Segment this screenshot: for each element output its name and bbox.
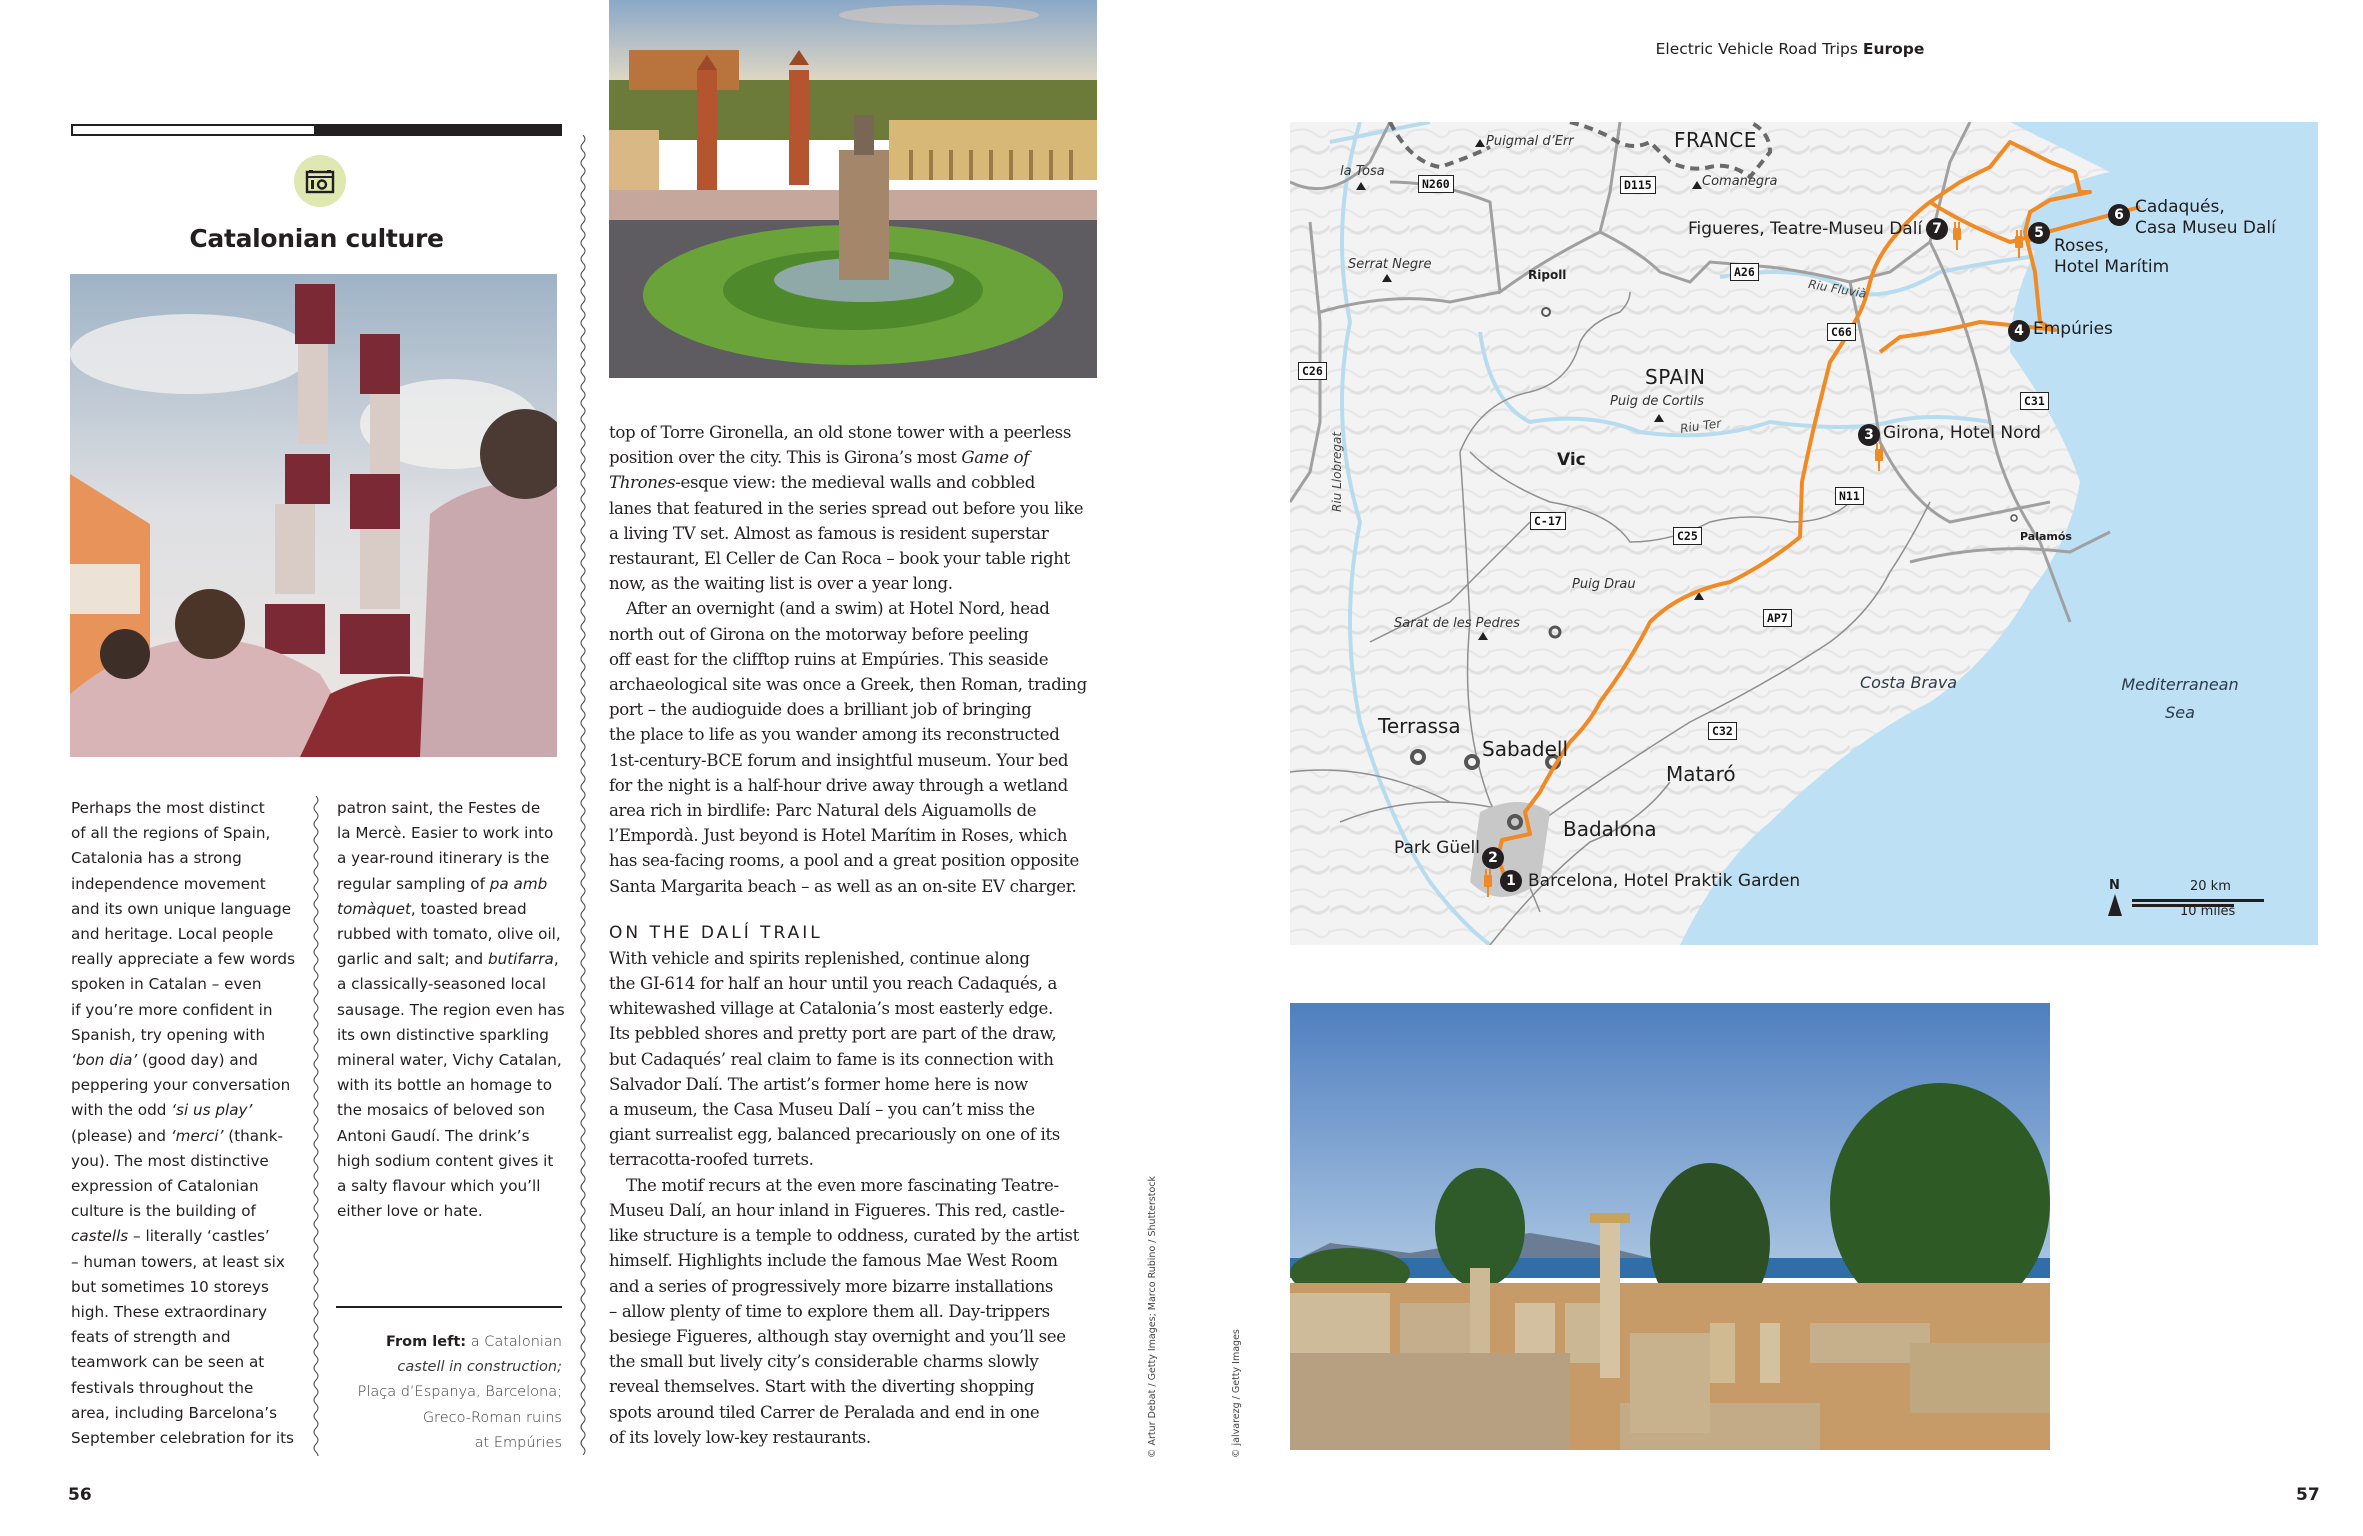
text-line: culture is the building of [71, 1202, 256, 1221]
article-body [609, 420, 1099, 1450]
wavy-column-divider [311, 796, 321, 1456]
route-map [1290, 122, 2318, 945]
stop-label-2: Park Güell [1394, 838, 1480, 858]
text-line: Its pebbled shores and pretty port are part of the draw, [609, 1024, 1057, 1044]
road-badge: N260 [1418, 175, 1454, 193]
photo-credit-2: © jalvarezg / Getty Images [1231, 1329, 1242, 1458]
sea-label-line1: Mediterranean [2121, 675, 2239, 694]
text-line: for the night is a half-hour drive away through a wetland [609, 775, 1068, 795]
text-segment: -esque view: the medieval walls and cobbled [675, 473, 1035, 493]
text-line: with its bottle an homage to [337, 1076, 553, 1095]
italic-phrase: ‘bon dia’ [71, 1051, 138, 1070]
text-line: archaeological site was once a Greek, then Roman, trading [609, 675, 1087, 695]
map-label-city: Mataró [1666, 762, 1736, 786]
scale-km: 20 km [2190, 879, 2231, 894]
running-head-title: Electric Vehicle Road Trips [1655, 40, 1858, 58]
photo-caption [336, 1306, 562, 1456]
section-subheading: ON THE DALÍ TRAIL [609, 922, 823, 943]
section-rule-black [316, 124, 562, 136]
text-line: Museu Dalí, an hour inland in Figueres. This red, castle- [609, 1200, 1065, 1220]
road-badge: C66 [1827, 323, 1856, 341]
caption-line: Plaça d’Espanya, Barcelona; [357, 1384, 562, 1401]
text-line: like structure is a temple to oddness, curated by the artist [609, 1226, 1079, 1246]
road-badge: AP7 [1763, 609, 1792, 627]
empuries-ruins-photo [1290, 1003, 2050, 1450]
text-line: Perhaps the most distinct [71, 799, 265, 817]
ev-charger-icon [1951, 222, 1963, 250]
text-line: has sea-facing rooms, a pool and a great position opposite [609, 851, 1079, 871]
italic-phrase: pa amb [489, 874, 548, 893]
text-line: off east for the clifftop ruins at Empúries. This seaside [609, 649, 1049, 669]
road-badge: C32 [1708, 722, 1737, 740]
text-segment: , [553, 950, 559, 969]
text-line: but Cadaqués’ real claim to fame is its connection with [609, 1049, 1054, 1069]
text-line: top of Torre Gironella, an old stone tower with a peerless [609, 423, 1071, 442]
text-line: sausage. The region even has [337, 1000, 565, 1019]
text-segment: (good day) and [137, 1051, 258, 1070]
map-label-peak: Comanegra [1702, 174, 1778, 189]
caption-line: Greco-Roman ruins [422, 1409, 562, 1426]
text-line: September celebration for its [71, 1429, 294, 1448]
ev-charger-icon [1482, 869, 1494, 897]
text-line: 1st-century-BCE forum and insightful museum. Your bed [609, 750, 1069, 770]
wavy-column-divider [578, 135, 588, 1455]
map-label-peak: Serrat Negre [1348, 257, 1432, 272]
ev-charger-icon [2013, 230, 2025, 258]
text-line: a classically-seasoned local [337, 975, 546, 994]
stop-marker-7[interactable]: 7 [1926, 218, 1948, 240]
text-line: spots around tiled Carrer de Peralada and end in one [609, 1402, 1040, 1422]
text-line: you). The most distinctive [71, 1151, 269, 1170]
scale-miles: 10 miles [2180, 904, 2236, 919]
text-line [337, 872, 567, 897]
text-line: la Mercè. Easier to work into [337, 824, 554, 843]
italic-phrase: Game of [961, 448, 1030, 468]
map-label-river: Riu Llobregat [1330, 431, 1344, 512]
text-line: l’Empordà. Just beyond is Hotel Marítim in Roses, which [609, 826, 1068, 846]
map-label-city: Sabadell [1482, 737, 1569, 761]
text-line: The motif recurs at the even more fascinating Teatre- [626, 1175, 1059, 1195]
map-label-peak: Puig de Cortils [1610, 394, 1704, 409]
map-label-peak: Puigmal d’Err [1486, 134, 1574, 149]
text-line: the place to life as you wander among its reconstructed [609, 725, 1060, 745]
text-line: a museum, the Casa Museu Dalí – you can’t miss the [609, 1100, 1035, 1120]
map-label-costa-brava: Costa Brava [1860, 673, 1958, 692]
text-line: area rich in birdlife: Parc Natural dels Aiguamolls de [609, 801, 1037, 821]
text-line: Spanish, try opening with [71, 1025, 266, 1044]
page-number-right: 57 [2296, 1485, 2320, 1505]
text-line: and heritage. Local people [71, 925, 274, 944]
text-line [609, 445, 1099, 470]
text-line: either love or hate. [337, 1202, 483, 1221]
stop-marker-6[interactable]: 6 [2108, 204, 2130, 226]
stop-label-4: Empúries [2033, 319, 2113, 339]
text-line: spoken in Catalan – even [71, 975, 262, 994]
text-line [71, 1098, 301, 1123]
stop-marker-5[interactable]: 5 [2028, 222, 2050, 244]
map-label-city: Badalona [1563, 817, 1657, 841]
text-line: Santa Margarita beach – as well as an on-site EV charger. [609, 876, 1077, 896]
sidebar-column-2 [337, 796, 567, 1224]
castell-photo [70, 274, 557, 757]
road-badge: C31 [2020, 392, 2049, 410]
map-label-river: Riu Fluvià [1807, 277, 1868, 301]
map-label-town: Ripoll [1528, 268, 1567, 282]
road-badge: C-17 [1530, 512, 1566, 530]
map-label-town: Vic [1557, 450, 1586, 470]
text-line: After an overnight (and a swim) at Hotel Nord, head [626, 599, 1050, 619]
text-line: high. These extraordinary [71, 1303, 267, 1322]
map-label-city: Terrassa [1378, 714, 1461, 738]
north-label: N [2109, 878, 2120, 893]
text-line: of all the regions of Spain, [71, 824, 271, 843]
road-badge: C25 [1673, 527, 1702, 545]
text-line: port – the audioguide does a brilliant job of bringing [609, 700, 1032, 720]
text-line: patron saint, the Festes de [337, 799, 541, 817]
section-rule-white [71, 124, 316, 136]
map-label-country: SPAIN [1645, 365, 1706, 389]
text-line [609, 470, 1099, 495]
text-segment: , toasted bread [410, 899, 527, 918]
text-line: reveal themselves. Start with the diverting shopping [609, 1377, 1035, 1397]
text-line: a living TV set. Almost as famous is resident superstar [609, 523, 1049, 543]
road-badge: C26 [1298, 362, 1327, 380]
text-line [337, 897, 567, 922]
text-line [71, 1124, 301, 1149]
text-line: feats of strength and [71, 1328, 231, 1347]
text-segment: (thank- [223, 1126, 284, 1145]
text-segment: with the odd [71, 1101, 172, 1120]
stop-marker-2[interactable]: 2 [1482, 847, 1504, 869]
caption-line: a Catalonian [470, 1334, 562, 1350]
text-line: if you’re more confident in [71, 1000, 273, 1019]
text-line: terracotta-roofed turrets. [609, 1150, 814, 1170]
road-badge: D115 [1620, 176, 1656, 194]
text-line: really appreciate a few words [71, 950, 295, 969]
text-line: area, including Barcelona’s [71, 1403, 278, 1422]
text-line: and its own unique language [71, 899, 292, 918]
italic-phrase: butifarra [487, 950, 554, 969]
placa-espanya-photo [609, 0, 1097, 378]
road-badge: A26 [1730, 263, 1759, 281]
stop-label-6-line1: Cadaqués, [2135, 197, 2225, 217]
text-line: himself. Highlights include the famous Mae West Room [609, 1251, 1058, 1271]
map-label-country: FRANCE [1674, 128, 1757, 152]
text-line: a year-round itinerary is the [337, 849, 550, 868]
text-segment: garlic and salt; and [337, 950, 488, 969]
running-head-bold: Europe [1862, 40, 1925, 58]
text-line: whitewashed village at Catalonia’s most easterly edge. [609, 999, 1053, 1019]
text-line: – human towers, at least six [71, 1252, 285, 1271]
text-line: Salvador Dalí. The artist’s former home here is now [609, 1074, 1028, 1094]
text-line: a salty flavour which you’ll [337, 1177, 541, 1196]
stop-marker-4[interactable]: 4 [2008, 320, 2030, 342]
road-badge: N11 [1835, 487, 1864, 505]
photo-credit-1: © Artur Debat / Getty Images; Marco Rubino / Shutterstock [1147, 1176, 1158, 1458]
section-rule [71, 124, 562, 136]
text-segment: (please) and [71, 1126, 171, 1145]
stop-label-5-line2: Hotel Marítim [2054, 257, 2170, 277]
caption-line: castell in construction; [397, 1359, 562, 1376]
stop-label-6 [2135, 197, 2276, 239]
text-line: giant surrealist egg, balanced precariously on one of its [609, 1125, 1060, 1145]
stop-marker-3[interactable]: 3 [1858, 424, 1880, 446]
text-line: the GI-614 for half an hour until you reach Cadaqués, a [609, 974, 1057, 994]
italic-phrase: ‘si us play’ [171, 1101, 253, 1120]
text-line [71, 1048, 301, 1073]
map-label-river: Riu Ter [1679, 416, 1723, 436]
north-arrow-icon [2108, 894, 2122, 916]
text-line: peppering your conversation [71, 1076, 291, 1095]
text-line: teamwork can be seen at [71, 1353, 265, 1372]
stop-marker-1[interactable]: 1 [1500, 870, 1522, 892]
italic-phrase: Thrones [609, 473, 676, 493]
camera-icon [305, 168, 335, 194]
text-line: mineral water, Vichy Catalan, [337, 1051, 562, 1070]
text-line: and a series of progressively more bizarre installations [609, 1276, 1054, 1296]
text-segment: – literally ‘castles’ [128, 1227, 270, 1246]
text-line: of its lovely low-key restaurants. [609, 1427, 871, 1447]
text-line: besiege Figueres, although stay overnight and you’ll see [609, 1326, 1066, 1346]
text-line: its own distinctive sparkling [337, 1025, 549, 1044]
caption-lead: From left: [386, 1334, 467, 1350]
italic-phrase: ‘merci’ [170, 1126, 224, 1145]
text-line: Antoni Gaudí. The drink’s [337, 1126, 530, 1145]
caption-line: at Empúries [474, 1434, 562, 1451]
running-head [1560, 40, 2020, 58]
text-line: the mosaics of beloved son [337, 1101, 545, 1120]
text-line: restaurant, El Celler de Can Roca – book your table right [609, 549, 1070, 569]
sidebar-title: Catalonian culture [189, 224, 444, 253]
map-label-town: Palamós [2020, 530, 2072, 543]
text-line: expression of Catalonian [71, 1177, 259, 1196]
text-segment: regular sampling of [337, 874, 490, 893]
stop-label-5 [2054, 236, 2169, 278]
text-line [337, 947, 567, 972]
sidebar-icon-badge [294, 155, 346, 207]
stop-label-5-line1: Roses, [2054, 236, 2110, 256]
stop-label-7: Figueres, Teatre-Museu Dalí [1688, 219, 1923, 239]
text-line: now, as the waiting list is over a year long. [609, 574, 953, 594]
text-line: north out of Girona on the motorway before peeling [609, 624, 1029, 644]
sidebar-column-1 [71, 796, 301, 1451]
text-line: With vehicle and spirits replenished, continue along [609, 948, 1030, 968]
text-segment: position over the city. This is Girona’s most [609, 448, 962, 468]
sea-label-line2: Sea [2165, 703, 2195, 722]
italic-phrase: tomàquet [337, 899, 411, 918]
map-label-peak: Puig Drau [1572, 577, 1636, 592]
map-label-peak: la Tosa [1340, 164, 1385, 179]
text-line [71, 1224, 301, 1249]
text-line: the small but lively city’s considerable charms slowly [609, 1352, 1039, 1372]
text-line: Catalonia has a strong [71, 849, 242, 868]
text-line: lanes that featured in the series spread out before you like [609, 498, 1084, 518]
ev-charger-icon [1873, 443, 1885, 471]
text-line: but sometimes 10 storeys [71, 1277, 269, 1296]
page-number-left: 56 [68, 1485, 92, 1505]
stop-label-3: Girona, Hotel Nord [1883, 423, 2041, 443]
stop-label-1: Barcelona, Hotel Praktik Garden [1528, 871, 1801, 891]
map-label-sea [2115, 671, 2245, 727]
italic-phrase: castells [71, 1227, 129, 1246]
map-label-peak: Sarat de les Pedres [1394, 616, 1520, 631]
text-line: – allow plenty of time to explore them all. Day-trippers [609, 1301, 1050, 1321]
stop-label-6-line2: Casa Museu Dalí [2135, 218, 2276, 238]
text-line: high sodium content gives it [337, 1151, 554, 1170]
text-line: independence movement [71, 874, 266, 893]
text-line: festivals throughout the [71, 1378, 254, 1397]
text-line: rubbed with tomato, olive oil, [337, 925, 561, 944]
